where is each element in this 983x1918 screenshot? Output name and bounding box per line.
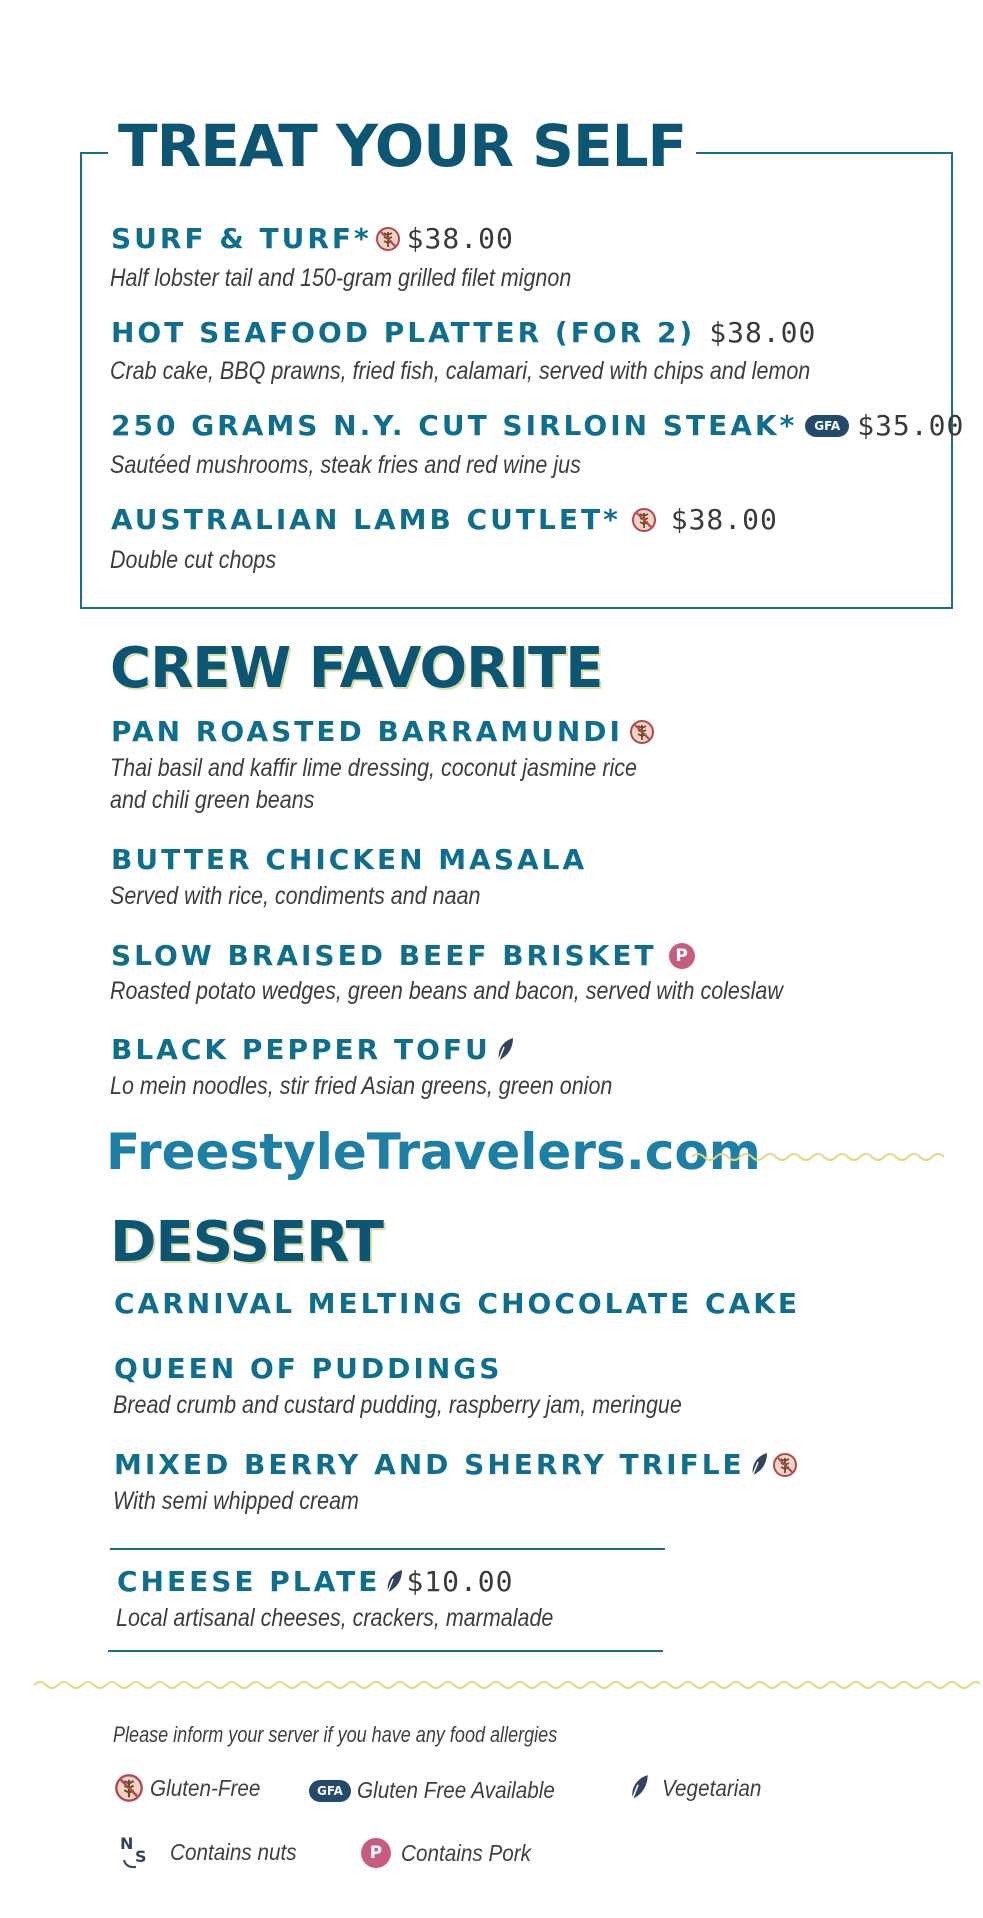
item-description: Roasted potato wedges, green beans and bacon, served with coleslaw	[110, 977, 783, 1005]
item-name: SLOW BRAISED BEEF BRISKET	[111, 939, 657, 972]
item-price: $10.00	[406, 1565, 514, 1598]
vegetarian-icon	[493, 1036, 515, 1064]
nuts-icon-n: N	[120, 1834, 134, 1853]
menu-item-surf-turf	[111, 222, 514, 256]
item-description-line-2: and chili green beans	[110, 786, 315, 814]
legend-label: Gluten-Free	[150, 1774, 261, 1801]
legend-label: Contains nuts	[170, 1838, 297, 1865]
gluten-free-icon	[375, 226, 401, 252]
legend-contains-nuts	[118, 1834, 311, 1870]
pork-icon: P	[361, 1838, 391, 1868]
menu-item-barramundi	[111, 715, 655, 749]
treat-yourself-heading: TREAT YOUR SELF	[108, 112, 696, 180]
menu-item-queen-of-puddings	[114, 1352, 502, 1386]
item-name: 250 GRAMS N.Y. CUT SIRLOIN STEAK*	[111, 409, 798, 442]
item-name: BLACK PEPPER TOFU	[111, 1033, 491, 1066]
menu-item-black-pepper-tofu	[111, 1033, 515, 1067]
item-name: MIXED BERRY AND SHERRY TRIFLE	[114, 1448, 745, 1481]
nuts-icon	[118, 1834, 154, 1870]
gluten-free-available-icon: GFA	[309, 1780, 351, 1802]
item-description: Half lobster tail and 150-gram grilled filet mignon	[110, 264, 572, 292]
item-description: Lo mein noodles, stir fried Asian greens, green onion	[110, 1072, 613, 1100]
legend-label: Gluten Free Available	[357, 1777, 555, 1803]
vegetarian-icon	[747, 1451, 769, 1479]
crew-favorite-heading: CREW FAVORITE	[110, 636, 603, 701]
vegetarian-icon	[626, 1773, 650, 1803]
item-description: Thai basil and kaffir lime dressing, coconut jasmine rice	[110, 754, 637, 782]
legend-contains-pork	[361, 1838, 545, 1868]
legend-label: Contains Pork	[401, 1839, 532, 1866]
pork-icon: P	[669, 943, 695, 969]
item-name: SURF & TURF*	[111, 222, 372, 255]
item-name: AUSTRALIAN LAMB CUTLET*	[111, 503, 621, 536]
legend-gluten-free-available	[309, 1777, 577, 1804]
vegetarian-icon	[382, 1568, 404, 1596]
nuts-icon-s: S	[135, 1847, 147, 1866]
item-price: $38.00	[406, 222, 514, 255]
wave-divider	[692, 1150, 952, 1164]
gluten-free-available-icon: GFA	[805, 415, 849, 437]
menu-item-beef-brisket	[111, 939, 695, 973]
item-name: BUTTER CHICKEN MASALA	[111, 843, 588, 876]
legend-vegetarian	[626, 1773, 772, 1803]
menu-item-cheese-plate	[117, 1565, 514, 1599]
item-name: HOT SEAFOOD PLATTER (FOR 2)	[111, 316, 696, 349]
gluten-free-icon	[114, 1773, 144, 1803]
allergy-note: Please inform your server if you have any food allergies	[113, 1722, 558, 1747]
item-name: QUEEN OF PUDDINGS	[114, 1352, 503, 1385]
menu-item-lamb-cutlet	[111, 503, 778, 537]
divider-bottom	[108, 1650, 663, 1652]
menu-item-sirloin-steak	[111, 409, 964, 443]
item-description: Served with rice, condiments and naan	[110, 882, 481, 910]
gluten-free-icon	[772, 1452, 798, 1478]
gluten-free-icon	[631, 507, 657, 533]
item-price: $35.00	[857, 409, 965, 442]
item-price: $38.00	[709, 316, 817, 349]
item-description: Sautéed mushrooms, steak fries and red wine jus	[110, 451, 581, 479]
dessert-heading: DESSERT	[110, 1210, 383, 1275]
item-price: $38.00	[670, 503, 778, 536]
menu-item-hot-seafood-platter	[111, 316, 816, 350]
item-description: Bread crumb and custard pudding, raspberry jam, meringue	[113, 1391, 682, 1419]
item-description: With semi whipped cream	[113, 1487, 359, 1515]
legend-gluten-free	[114, 1773, 273, 1803]
menu-item-chocolate-cake	[114, 1287, 800, 1321]
item-name: PAN ROASTED BARRAMUNDI	[111, 715, 623, 748]
legend-label: Vegetarian	[662, 1774, 762, 1801]
item-name: CHEESE PLATE	[117, 1565, 381, 1598]
item-description: Double cut chops	[110, 546, 277, 574]
item-name: CARNIVAL MELTING CHOCOLATE CAKE	[114, 1287, 801, 1320]
divider-top	[110, 1548, 665, 1550]
website-watermark: FreestyleTravelers.com	[106, 1123, 761, 1181]
gluten-free-icon	[629, 719, 655, 745]
item-description: Crab cake, BBQ prawns, fried fish, calamari, served with chips and lemon	[110, 357, 811, 385]
menu-item-berry-trifle	[114, 1448, 798, 1482]
item-description: Local artisanal cheeses, crackers, marmalade	[116, 1604, 554, 1632]
wave-divider	[34, 1678, 980, 1692]
menu-item-butter-chicken	[111, 843, 587, 877]
